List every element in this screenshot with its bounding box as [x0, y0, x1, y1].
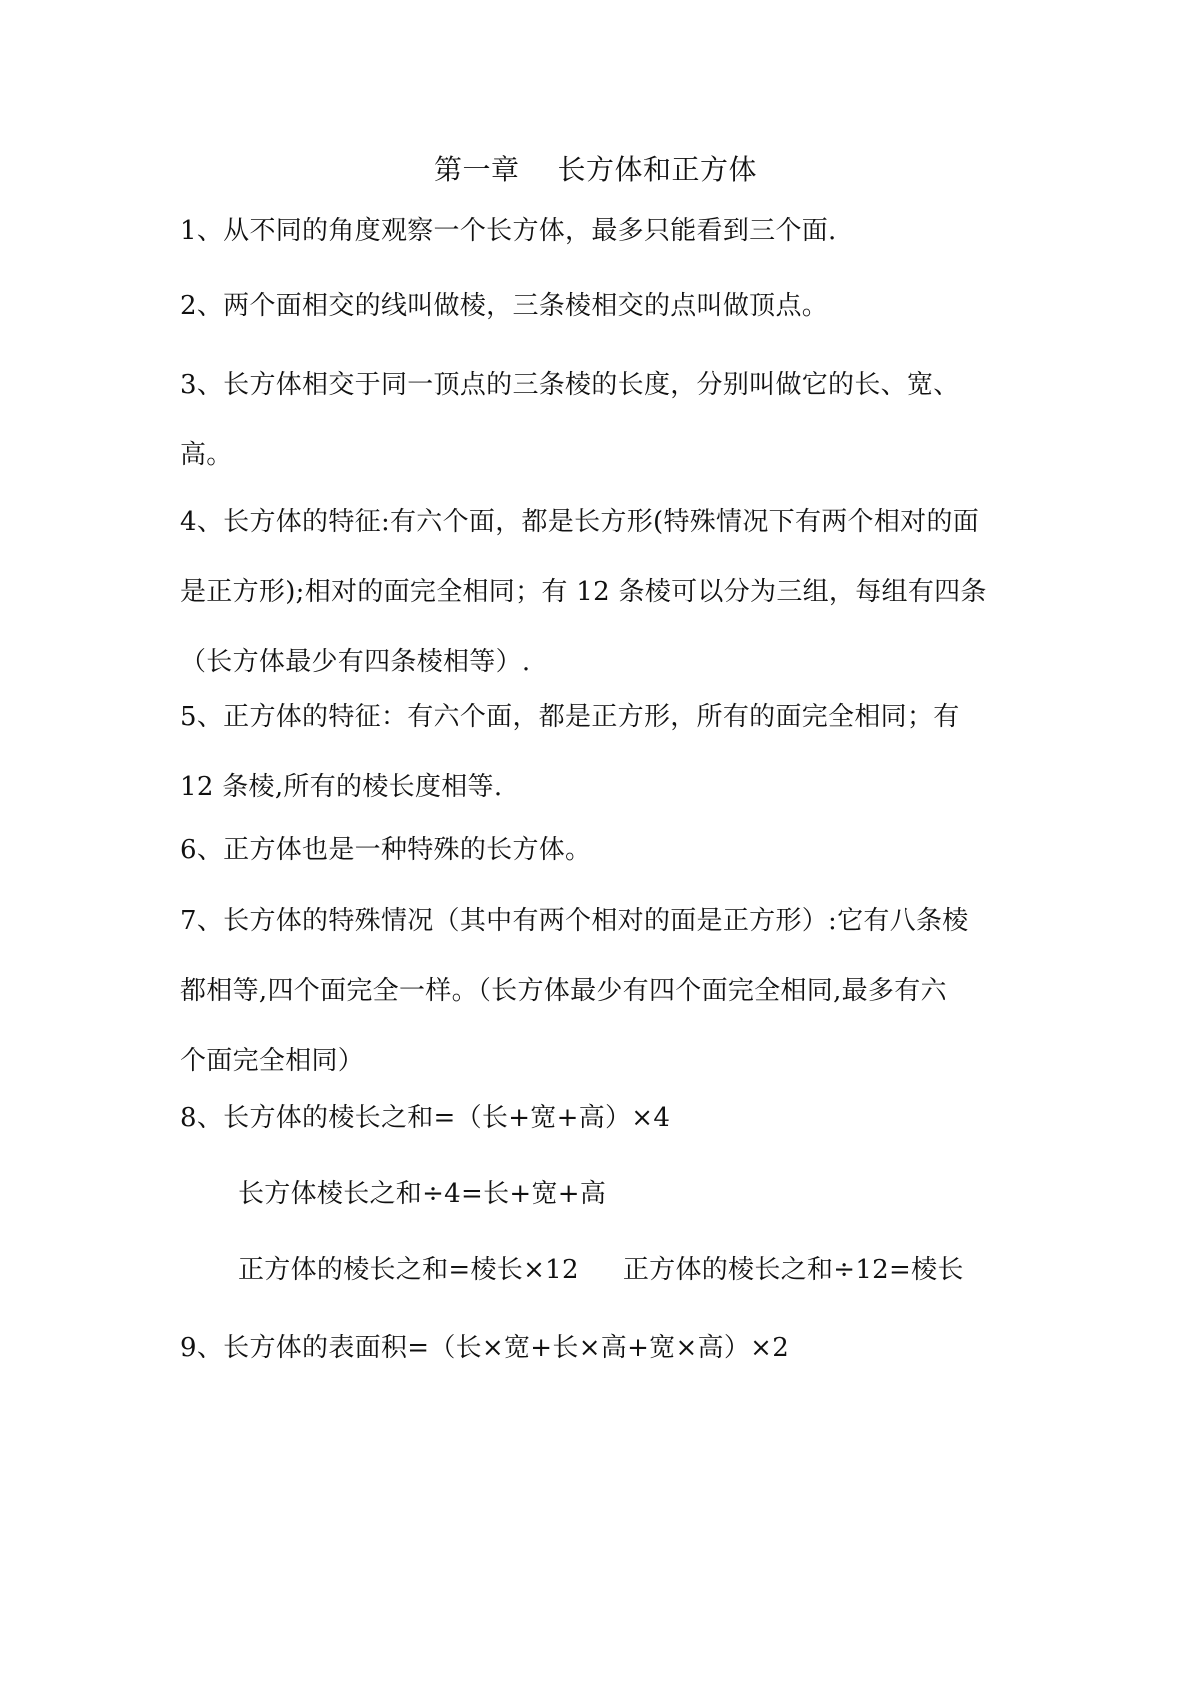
formula-cube-edge-length: 正方体的棱长之和÷12=棱长 — [622, 1255, 964, 1285]
list-item — [180, 1083, 1020, 1153]
paragraph-line: 12 条棱,所有的棱长度相等. — [180, 772, 503, 802]
paragraph-line: 4、长方体的特征:有六个面，都是长方形(特殊情况下有两个相对的面 — [180, 507, 980, 537]
list-item — [180, 1313, 1020, 1383]
formula-block — [238, 1159, 1078, 1229]
paragraph-line: 高。 — [180, 440, 233, 470]
list-item — [180, 271, 1020, 341]
list-item — [180, 815, 1020, 885]
paragraph-line: 是正方形);相对的面完全相同；有 12 条棱可以分为三组，每组有四条 — [180, 577, 987, 607]
list-item — [180, 196, 1020, 266]
paragraph-line: 6、正方体也是一种特殊的长方体。 — [180, 835, 592, 865]
formula-block — [238, 1235, 1078, 1305]
paragraph-line: 个面完全相同） — [180, 1046, 365, 1076]
paragraph-line: 3、长方体相交于同一顶点的三条棱的长度，分别叫做它的长、宽、 — [180, 370, 960, 400]
paragraph-line: 8、长方体的棱长之和=（长+宽+高）×4 — [180, 1103, 671, 1133]
list-item — [180, 682, 1020, 822]
paragraph-line: 9、长方体的表面积=（长×宽+长×高+宽×高）×2 — [180, 1333, 790, 1363]
paragraph-line: 7、长方体的特殊情况（其中有两个相对的面是正方形）:它有八条棱 — [180, 906, 969, 936]
paragraph-line: 5、正方体的特征：有六个面，都是正方形，所有的面完全相同；有 — [180, 702, 960, 732]
list-item — [180, 350, 1020, 490]
list-item — [180, 886, 1020, 1096]
paragraph-line: 1、从不同的角度观察一个长方体，最多只能看到三个面. — [180, 216, 837, 246]
formula-line: 长方体棱长之和÷4=长+宽+高 — [238, 1179, 607, 1209]
paragraph-line: 都相等,四个面完全一样。（长方体最少有四个面完全相同,最多有六 — [180, 976, 947, 1006]
paragraph-line: 2、两个面相交的线叫做棱，三条棱相交的点叫做顶点。 — [180, 291, 829, 321]
paragraph-line: （长方体最少有四条棱相等）. — [180, 647, 531, 677]
list-item — [180, 487, 1020, 697]
formula-cube-edge-sum: 正方体的棱长之和=棱长×12 — [238, 1255, 579, 1285]
chapter-title: 第一章 长方体和正方体 — [434, 153, 757, 186]
formula-line — [238, 1235, 1078, 1305]
